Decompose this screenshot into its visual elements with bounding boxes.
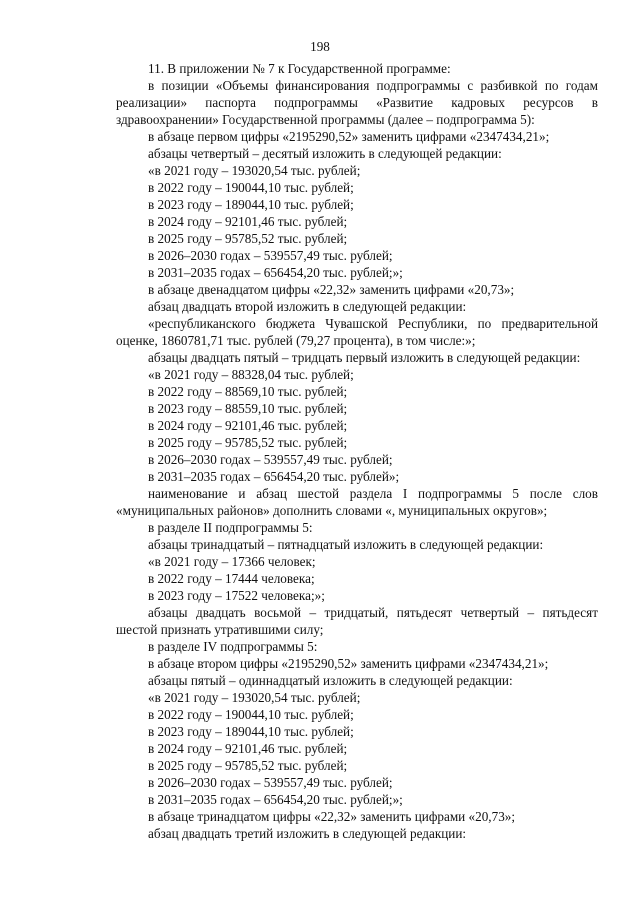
text-paragraph: в 2023 году – 17522 человека;»; (148, 588, 325, 603)
text-paragraph: абзацы двадцать восьмой – тридцатый, пятьдесят четвертый – пятьдесят шестой признать утратившими силу; (116, 605, 598, 637)
text-paragraph: в 2023 году – 88559,10 тыс. рублей; (148, 401, 348, 416)
text-paragraph: в 2024 году – 92101,46 тыс. рублей; (148, 741, 348, 756)
text-paragraph: в 2022 году – 190044,10 тыс. рублей; (148, 707, 354, 722)
text-paragraph: в позиции «Объемы финансирования подпрограммы с разбивкой по годам реализации» паспорта подпрограммы «Развитие кадровых ресурсов в здравоохранении» Государственной программы (далее – подпрограмма 5): (116, 78, 598, 127)
text-paragraph: 11. В приложении № 7 к Государственной программе: (148, 61, 451, 76)
text-paragraph: в разделе II подпрограммы 5: (148, 520, 313, 535)
text-paragraph: в 2026–2030 годах – 539557,49 тыс. рублей; (148, 452, 393, 467)
document-body (116, 60, 598, 842)
text-paragraph: в 2025 году – 95785,52 тыс. рублей; (148, 231, 348, 246)
page-number: 198 (310, 39, 330, 54)
text-paragraph: абзац двадцать третий изложить в следующей редакции: (148, 826, 467, 841)
text-paragraph: в 2024 году – 92101,46 тыс. рублей; (148, 214, 348, 229)
text-paragraph: абзацы пятый – одиннадцатый изложить в следующей редакции: (148, 673, 513, 688)
text-paragraph: в абзаце тринадцатом цифры «22,32» заменить цифрами «20,73»; (148, 809, 516, 824)
text-paragraph: абзац двадцать второй изложить в следующей редакции: (148, 299, 467, 314)
text-paragraph: в 2023 году – 189044,10 тыс. рублей; (148, 724, 354, 739)
text-paragraph: абзацы четвертый – десятый изложить в следующей редакции: (148, 146, 502, 161)
text-paragraph: в 2031–2035 годах – 656454,20 тыс. рублей;»; (148, 792, 403, 807)
text-paragraph: в 2025 году – 95785,52 тыс. рублей; (148, 758, 348, 773)
text-paragraph: в абзаце двенадцатом цифры «22,32» заменить цифрами «20,73»; (148, 282, 515, 297)
text-paragraph: «в 2021 году – 193020,54 тыс. рублей; (148, 690, 361, 705)
text-paragraph: в разделе IV подпрограммы 5: (148, 639, 318, 654)
text-paragraph: в абзаце первом цифры «2195290,52» заменить цифрами «2347434,21»; (148, 129, 550, 144)
text-paragraph: в 2031–2035 годах – 656454,20 тыс. рублей»; (148, 469, 400, 484)
text-paragraph: в 2022 году – 88569,10 тыс. рублей; (148, 384, 348, 399)
text-paragraph: в 2026–2030 годах – 539557,49 тыс. рублей; (148, 775, 393, 790)
text-paragraph: абзацы двадцать пятый – тридцать первый изложить в следующей редакции: (148, 350, 581, 365)
text-paragraph: в 2022 году – 17444 человека; (148, 571, 315, 586)
text-paragraph: в 2025 году – 95785,52 тыс. рублей; (148, 435, 348, 450)
text-paragraph: в 2031–2035 годах – 656454,20 тыс. рублей;»; (148, 265, 403, 280)
text-paragraph: в 2022 году – 190044,10 тыс. рублей; (148, 180, 354, 195)
text-paragraph: «республиканского бюджета Чувашской Республики, по предварительной оценке, 1860781,71 тыс. рублей (79,27 процента), в том числе:»; (116, 316, 598, 348)
text-paragraph: «в 2021 году – 17366 человек; (148, 554, 316, 569)
text-paragraph: в 2023 году – 189044,10 тыс. рублей; (148, 197, 354, 212)
text-paragraph: в абзаце втором цифры «2195290,52» заменить цифрами «2347434,21»; (148, 656, 549, 671)
text-paragraph: наименование и абзац шестой раздела I подпрограммы 5 после слов «муниципальных районов» дополнить словами «, муниципальных округов»; (116, 486, 598, 518)
text-paragraph: абзацы тринадцатый – пятнадцатый изложить в следующей редакции: (148, 537, 544, 552)
text-paragraph: «в 2021 году – 193020,54 тыс. рублей; (148, 163, 361, 178)
text-paragraph: в 2026–2030 годах – 539557,49 тыс. рублей; (148, 248, 393, 263)
text-paragraph: в 2024 году – 92101,46 тыс. рублей; (148, 418, 348, 433)
text-paragraph: «в 2021 году – 88328,04 тыс. рублей; (148, 367, 354, 382)
